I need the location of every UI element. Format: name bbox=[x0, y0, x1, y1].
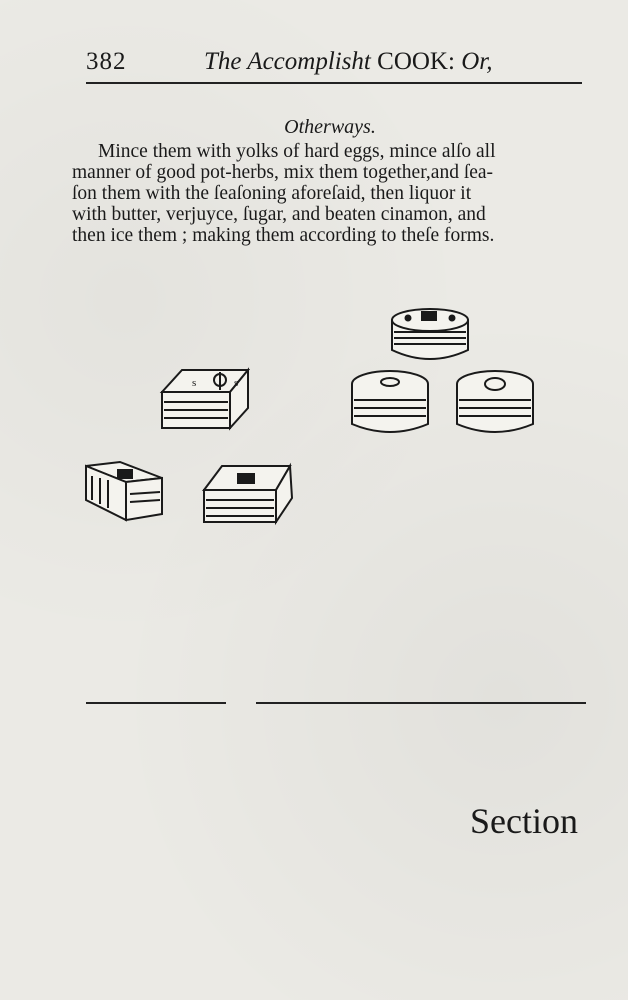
paragraph-line: manner of good pot-herbs, mix them together,and ſea- bbox=[72, 162, 494, 183]
recipe-section bbox=[72, 116, 588, 246]
round-pie-icon bbox=[352, 371, 428, 432]
round-pie-icon bbox=[457, 371, 533, 432]
paragraph-line: then ice them ; making them according to theſe forms. bbox=[72, 225, 495, 246]
square-pie-icon bbox=[86, 462, 162, 520]
section-subheading: Otherways. bbox=[284, 116, 376, 138]
running-title-caps: COOK: bbox=[377, 48, 455, 75]
pie-forms-illustration bbox=[70, 300, 570, 540]
page-number: 382 bbox=[86, 48, 127, 75]
square-pie-icon bbox=[204, 466, 292, 522]
recipe-paragraph bbox=[72, 141, 588, 246]
footer-rule bbox=[256, 702, 586, 704]
running-header bbox=[86, 44, 582, 84]
footer-rule bbox=[86, 702, 226, 704]
svg-text:s: s bbox=[192, 377, 197, 389]
paragraph-line: ſon them with the ſeaſoning aforeſaid, then liquor it bbox=[72, 183, 472, 204]
paragraph-line: Mince them with yolks of hard eggs, mince alſo all bbox=[98, 141, 496, 162]
pie-forms-svg bbox=[70, 300, 570, 540]
catchword: Section bbox=[470, 801, 578, 841]
running-title-italic: The Accomplisht bbox=[204, 48, 371, 75]
running-title-tail: Or, bbox=[461, 48, 493, 75]
header-rule bbox=[86, 82, 582, 84]
square-pie-icon bbox=[162, 370, 248, 428]
running-title bbox=[204, 48, 492, 76]
svg-text:s: s bbox=[234, 377, 239, 389]
round-pie-icon bbox=[392, 309, 468, 359]
paragraph-line: with butter, verjuyce, ſugar, and beaten cinamon, and bbox=[72, 204, 486, 225]
